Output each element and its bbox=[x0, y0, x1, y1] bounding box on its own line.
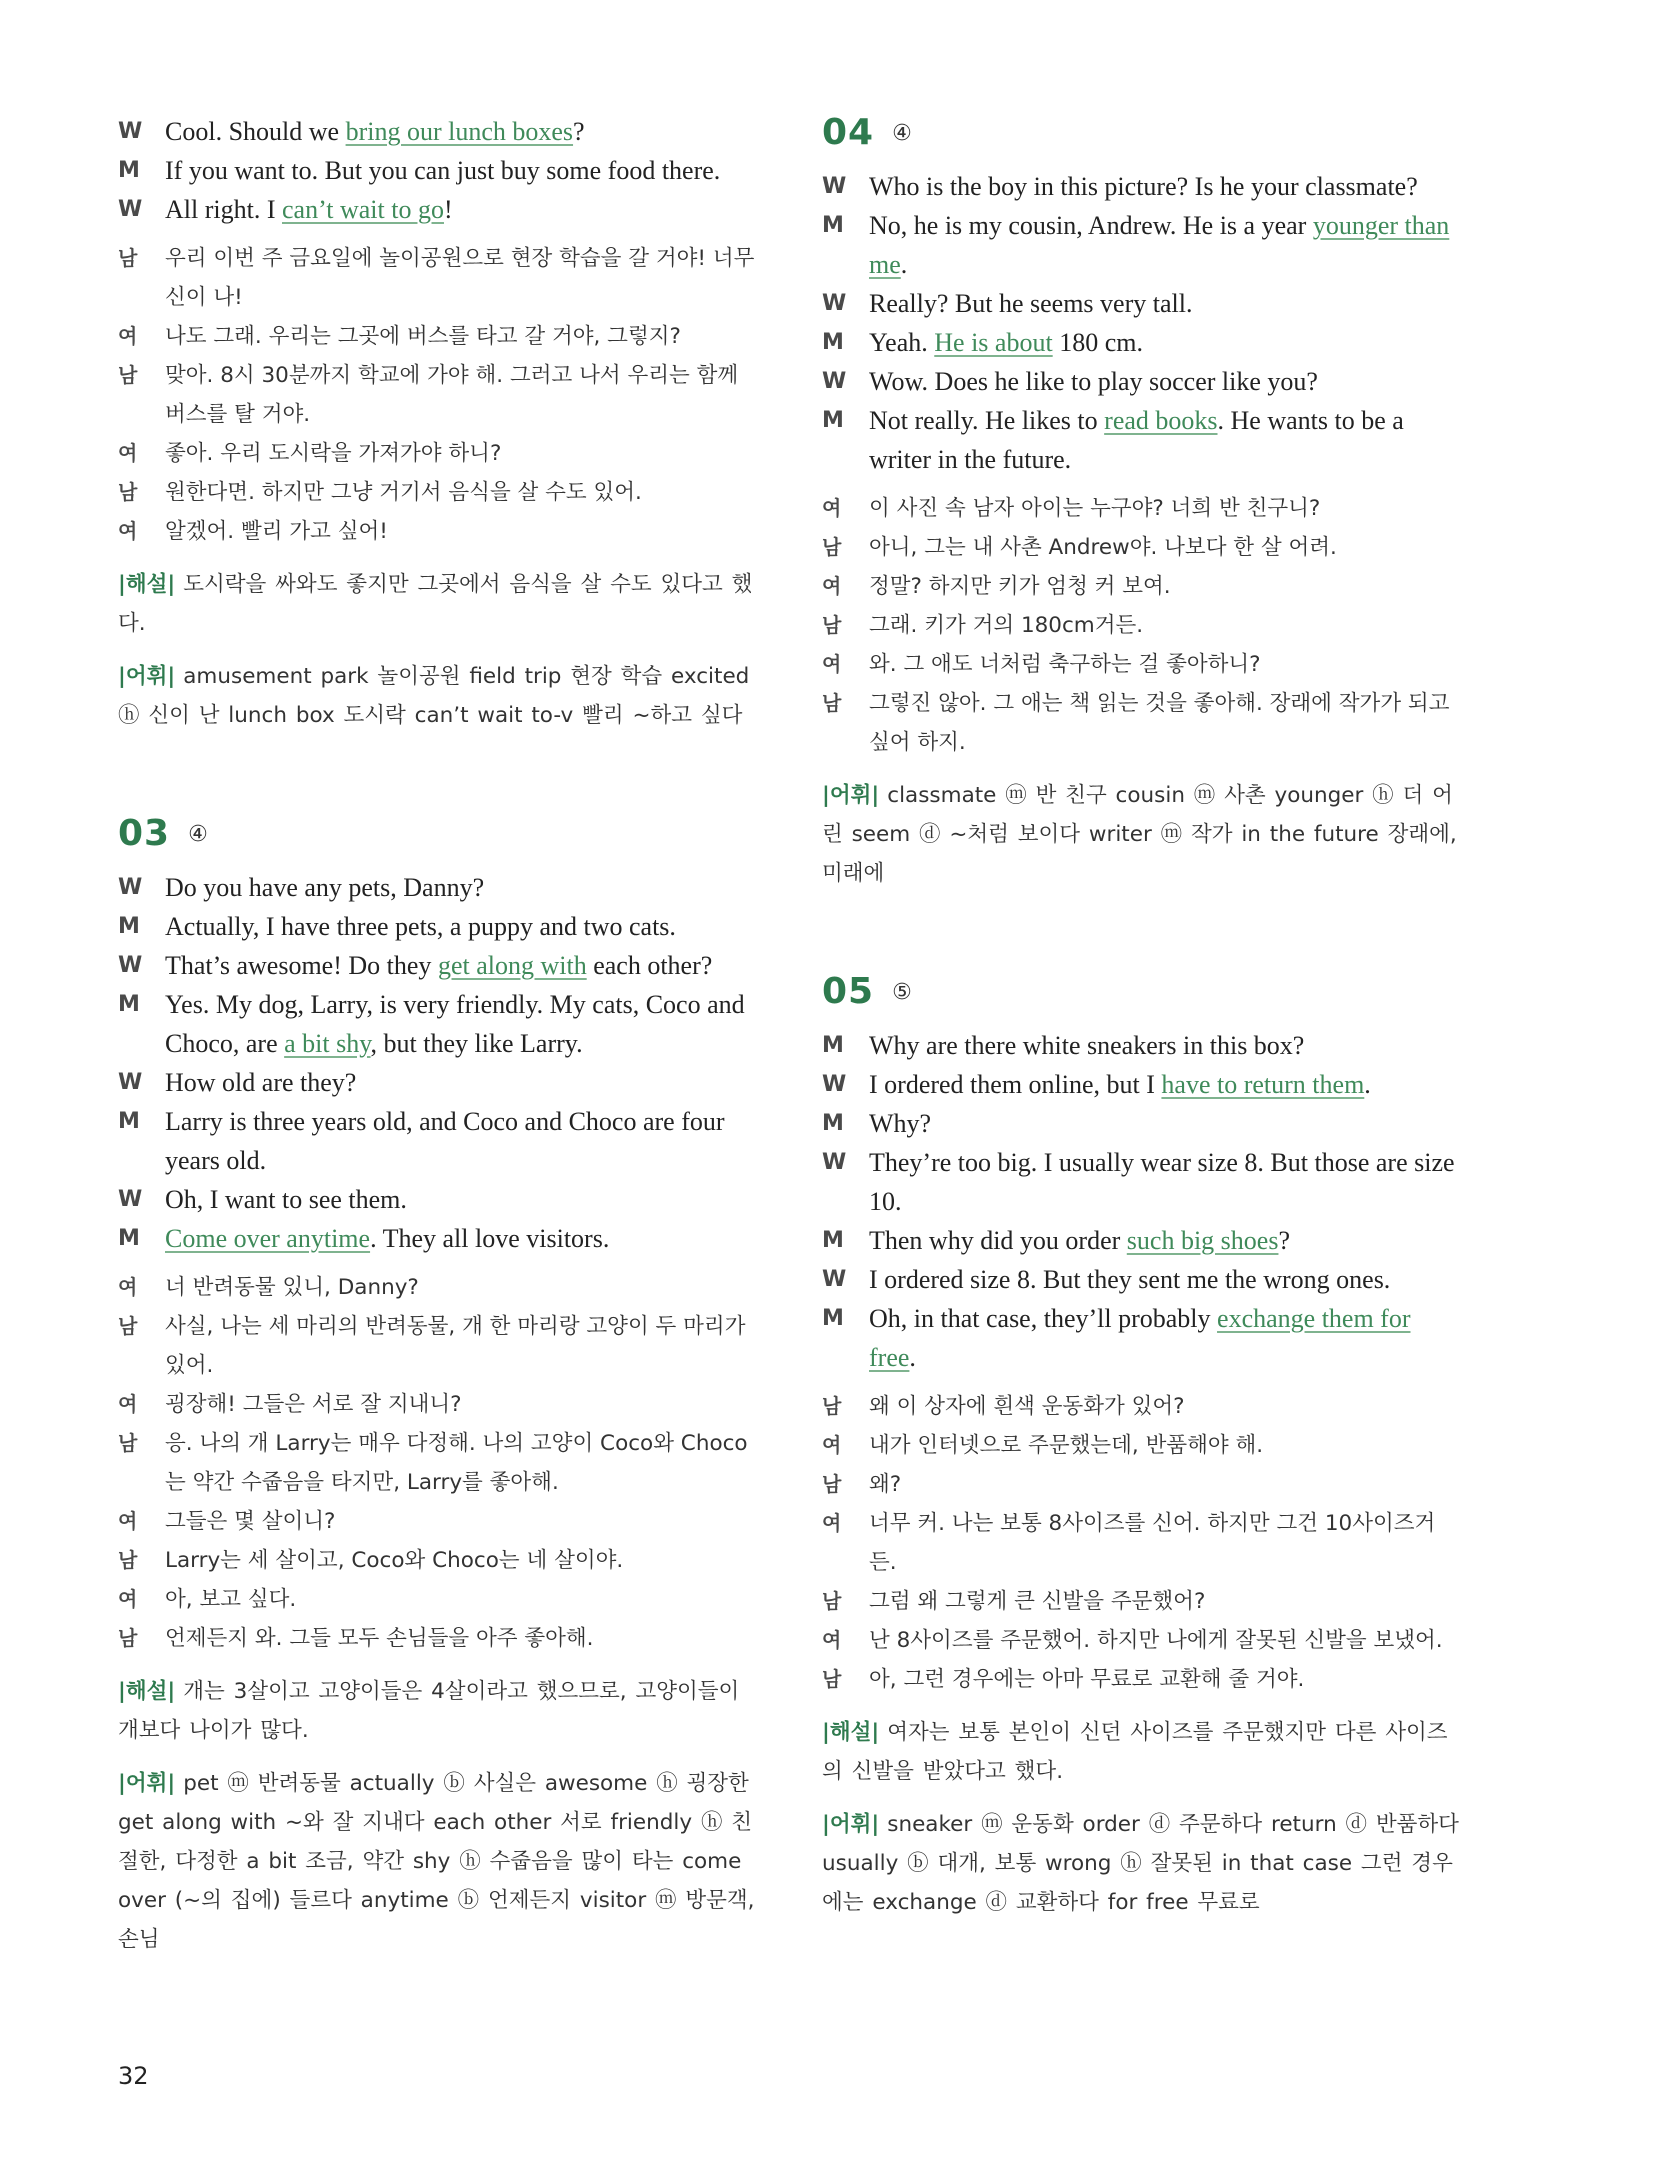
explanation-label: |해설| bbox=[822, 1720, 880, 1745]
text-segment: All right. I bbox=[165, 195, 282, 224]
dialogue-text bbox=[165, 1102, 758, 1180]
speaker-label: 남 bbox=[118, 363, 138, 387]
dialogue-text bbox=[165, 946, 758, 985]
text-segment: 180 cm. bbox=[1052, 328, 1143, 357]
answer-mark: ⑤ bbox=[892, 980, 912, 1005]
text-segment: Not really. He likes to bbox=[869, 406, 1105, 435]
dialogue-line bbox=[822, 284, 1462, 323]
left-column bbox=[118, 112, 758, 1959]
explanation bbox=[822, 1713, 1462, 1791]
speaker-label: W bbox=[822, 1267, 847, 1292]
translation-line bbox=[118, 317, 758, 356]
vocabulary-text: sneaker ⓜ 운동화 order ⓓ 주문하다 return ⓓ 반품하다 usually ⓑ 대개, 보통 wrong ⓗ 잘못된 in that case 그런 경우에는 exchange ⓓ 교환하다 for free 무료로 bbox=[822, 1812, 1459, 1915]
translation-text: 아, 그런 경우에는 아마 무료로 교환해 줄 거야. bbox=[869, 1667, 1305, 1692]
text-segment: How old are they? bbox=[165, 1068, 357, 1097]
dialogue-line bbox=[822, 401, 1462, 479]
translation-line bbox=[822, 1387, 1462, 1426]
speaker-label: W bbox=[822, 291, 847, 316]
dialogue-text bbox=[165, 985, 758, 1063]
translation-text: 알겠어. 빨리 가고 싶어! bbox=[165, 519, 388, 544]
speaker-label: M bbox=[118, 992, 140, 1017]
text-segment: , but they like Larry. bbox=[370, 1029, 583, 1058]
answer-mark: ④ bbox=[188, 822, 208, 847]
explanation bbox=[118, 565, 758, 643]
translation-text: 너무 커. 나는 보통 8사이즈를 신어. 하지만 그건 10사이즈거든. bbox=[869, 1511, 1436, 1575]
explanation-text: 개는 3살이고 고양이들은 4살이라고 했으므로, 고양이들이 개보다 나이가 많다. bbox=[118, 1679, 740, 1743]
translation-line bbox=[822, 684, 1462, 762]
text-segment: No, he is my cousin, Andrew. He is a year bbox=[869, 211, 1313, 240]
section-05 bbox=[822, 971, 1462, 1922]
dialogue-text bbox=[869, 1104, 1462, 1143]
translation-line bbox=[822, 489, 1462, 528]
speaker-label: 여 bbox=[118, 1587, 138, 1611]
translation-text: 정말? 하지만 키가 엄청 커 보여. bbox=[869, 574, 1171, 599]
translation-line bbox=[118, 1502, 758, 1541]
key-phrase: younger than me bbox=[869, 211, 1450, 279]
translation-text: 사실, 나는 세 마리의 반려동물, 개 한 마리랑 고양이 두 마리가 있어. bbox=[165, 1314, 746, 1378]
question-header bbox=[118, 813, 758, 854]
key-phrase: have to return them bbox=[1161, 1070, 1365, 1099]
translation-line bbox=[822, 1426, 1462, 1465]
question-header bbox=[822, 971, 1462, 1012]
dialogue-line bbox=[118, 946, 758, 985]
translation-line bbox=[118, 512, 758, 551]
speaker-label: 여 bbox=[822, 652, 842, 676]
speaker-label: M bbox=[822, 1111, 844, 1136]
vocabulary-label: |어휘| bbox=[118, 1771, 176, 1796]
translation-text: 왜 이 상자에 흰색 운동화가 있어? bbox=[869, 1394, 1185, 1419]
speaker-label: 여 bbox=[118, 1509, 138, 1533]
section-03 bbox=[118, 813, 758, 1959]
translation-text: 굉장해! 그들은 서로 잘 지내니? bbox=[165, 1392, 462, 1417]
text-segment: I ordered size 8. But they sent me the wrong ones. bbox=[869, 1265, 1391, 1294]
dialogue-text bbox=[869, 167, 1462, 206]
text-segment: Larry is three years old, and Coco and Choco are four years old. bbox=[165, 1107, 725, 1175]
speaker-label: W bbox=[822, 1072, 847, 1097]
speaker-label: W bbox=[118, 1070, 143, 1095]
vocabulary-text: pet ⓜ 반려동물 actually ⓑ 사실은 awesome ⓗ 굉장한 get along with ~와 잘 지내다 each other 서로 friendly ⓗ 친절한, 다정한 a bit 조금, 약간 shy ⓗ 수줍음을 많이 타는 come over (~의 집에) 들르다 anytime ⓑ 언제든지 visitor ⓜ 방문객, 손님 bbox=[118, 1771, 755, 1952]
korean-translation bbox=[118, 239, 758, 551]
speaker-label: M bbox=[822, 1228, 844, 1253]
right-column bbox=[822, 112, 1462, 1922]
text-segment: ! bbox=[443, 195, 453, 224]
speaker-label: 남 bbox=[118, 1431, 138, 1455]
korean-translation bbox=[118, 1268, 758, 1658]
text-segment: Cool. Should we bbox=[165, 117, 346, 146]
translation-text: 아니, 그는 내 사촌 Andrew야. 나보다 한 살 어려. bbox=[869, 535, 1337, 560]
translation-text: 와. 그 애도 너처럼 축구하는 걸 좋아하니? bbox=[869, 652, 1261, 677]
translation-text: 너 반려동물 있니, Danny? bbox=[165, 1275, 419, 1300]
dialogue-line bbox=[822, 1299, 1462, 1377]
dialogue-line bbox=[822, 323, 1462, 362]
dialogue-text bbox=[869, 1221, 1462, 1260]
text-segment: Why? bbox=[869, 1109, 932, 1138]
dialogue-line bbox=[118, 151, 758, 190]
dialogue-text bbox=[869, 1065, 1462, 1104]
dialogue-text bbox=[869, 401, 1462, 479]
translation-text: 그래. 키가 거의 180cm거든. bbox=[869, 613, 1144, 638]
text-segment: Oh, I want to see them. bbox=[165, 1185, 407, 1214]
key-phrase: read books bbox=[1104, 406, 1218, 435]
dialogue-text bbox=[869, 1260, 1462, 1299]
text-segment: . bbox=[1364, 1070, 1371, 1099]
speaker-label: 여 bbox=[822, 1511, 842, 1535]
text-segment: Actually, I have three pets, a puppy and two cats. bbox=[165, 912, 676, 941]
translation-text: 그들은 몇 살이니? bbox=[165, 1509, 336, 1534]
speaker-label: M bbox=[118, 1109, 140, 1134]
speaker-label: W bbox=[118, 953, 143, 978]
dialogue-text bbox=[165, 151, 758, 190]
speaker-label: M bbox=[822, 1033, 844, 1058]
speaker-label: 남 bbox=[118, 1314, 138, 1338]
translation-line bbox=[118, 1268, 758, 1307]
dialogue-line bbox=[118, 907, 758, 946]
speaker-label: 여 bbox=[118, 1392, 138, 1416]
text-segment: I ordered them online, but I bbox=[869, 1070, 1162, 1099]
key-phrase: bring our lunch boxes bbox=[345, 117, 574, 146]
question-number: 04 bbox=[822, 112, 875, 153]
speaker-label: 남 bbox=[822, 535, 842, 559]
dialogue-text bbox=[869, 284, 1462, 323]
dialogue-text bbox=[165, 1063, 758, 1102]
translation-line bbox=[118, 1424, 758, 1502]
translation-text: Larry는 세 살이고, Coco와 Choco는 네 살이야. bbox=[165, 1548, 624, 1573]
key-phrase: Come over anytime bbox=[165, 1224, 371, 1253]
korean-translation bbox=[822, 489, 1462, 762]
dialogue-text bbox=[869, 206, 1462, 284]
key-phrase: He is about bbox=[934, 328, 1053, 357]
dialogue-line bbox=[822, 362, 1462, 401]
page-number: 32 bbox=[118, 2062, 149, 2090]
text-segment: Then why did you order bbox=[869, 1226, 1127, 1255]
translation-text: 응. 나의 개 Larry는 매우 다정해. 나의 고양이 Coco와 Choco는 약간 수줍음을 타지만, Larry를 좋아해. bbox=[165, 1431, 748, 1495]
question-header bbox=[822, 112, 1462, 153]
translation-line bbox=[118, 1385, 758, 1424]
dialogue-line bbox=[118, 1102, 758, 1180]
dialogue-text bbox=[165, 112, 758, 151]
speaker-label: W bbox=[118, 119, 143, 144]
explanation-text: 여자는 보통 본인이 신던 사이즈를 주문했지만 다른 사이즈의 신발을 받았다고 했다. bbox=[822, 1720, 1448, 1784]
translation-text: 그럼 왜 그렇게 큰 신발을 주문했어? bbox=[869, 1589, 1206, 1614]
translation-text: 맞아. 8시 30분까지 학교에 가야 해. 그러고 나서 우리는 함께 버스를 탈 거야. bbox=[165, 363, 739, 427]
translation-text: 원한다면. 하지만 그냥 거기서 음식을 살 수도 있어. bbox=[165, 480, 642, 505]
dialogue-line bbox=[822, 206, 1462, 284]
translation-text: 아, 보고 싶다. bbox=[165, 1587, 297, 1612]
translation-line bbox=[822, 1582, 1462, 1621]
explanation-text: 도시락을 싸와도 좋지만 그곳에서 음식을 살 수도 있다고 했다. bbox=[118, 572, 753, 636]
korean-translation bbox=[822, 1387, 1462, 1699]
english-dialogue bbox=[822, 1026, 1462, 1377]
text-segment: That’s awesome! Do they bbox=[165, 951, 438, 980]
text-segment: . bbox=[900, 250, 908, 279]
question-number: 03 bbox=[118, 813, 171, 854]
dialogue-line bbox=[822, 1104, 1462, 1143]
speaker-label: 여 bbox=[118, 324, 138, 348]
translation-text: 난 8사이즈를 주문했어. 하지만 나에게 잘못된 신발을 보냈어. bbox=[869, 1628, 1443, 1653]
vocabulary-label: |어휘| bbox=[118, 664, 176, 689]
speaker-label: 남 bbox=[118, 480, 138, 504]
speaker-label: 남 bbox=[118, 1626, 138, 1650]
speaker-label: 여 bbox=[118, 1275, 138, 1299]
translation-line bbox=[822, 1465, 1462, 1504]
dialogue-line bbox=[118, 190, 758, 229]
translation-line bbox=[118, 1619, 758, 1658]
dialogue-line bbox=[118, 1180, 758, 1219]
translation-line bbox=[822, 1504, 1462, 1582]
speaker-label: 남 bbox=[822, 691, 842, 715]
text-segment: each other? bbox=[586, 951, 713, 980]
speaker-label: 여 bbox=[118, 519, 138, 543]
translation-line bbox=[822, 567, 1462, 606]
speaker-label: 남 bbox=[822, 613, 842, 637]
vocabulary-text: amusement park 놀이공원 field trip 현장 학습 excited ⓗ 신이 난 lunch box 도시락 can’t wait to-v 빨리 ~하고 싶다 bbox=[118, 664, 750, 728]
dialogue-line bbox=[118, 1219, 758, 1258]
dialogue-line bbox=[118, 112, 758, 151]
speaker-label: M bbox=[822, 330, 844, 355]
text-segment: . He wants to be a writer in the future. bbox=[869, 406, 1404, 474]
dialogue-text bbox=[165, 907, 758, 946]
translation-line bbox=[822, 1621, 1462, 1660]
vocabulary-label: |어휘| bbox=[822, 1812, 880, 1837]
speaker-label: W bbox=[118, 1187, 143, 1212]
dialogue-text bbox=[869, 1299, 1462, 1377]
dialogue-text bbox=[869, 362, 1462, 401]
speaker-label: 여 bbox=[822, 1628, 842, 1652]
key-phrase: such big shoes bbox=[1126, 1226, 1279, 1255]
english-dialogue bbox=[118, 868, 758, 1258]
speaker-label: 남 bbox=[822, 1394, 842, 1418]
key-phrase: exchange them for free bbox=[869, 1304, 1411, 1372]
translation-line bbox=[118, 1541, 758, 1580]
key-phrase: a bit shy bbox=[284, 1029, 371, 1058]
answer-mark: ④ bbox=[892, 121, 912, 146]
translation-text: 좋아. 우리 도시락을 가져가야 하니? bbox=[165, 441, 502, 466]
text-segment: Why are there white sneakers in this box? bbox=[869, 1031, 1305, 1060]
explanation-label: |해설| bbox=[118, 1679, 176, 1704]
vocabulary bbox=[822, 1805, 1462, 1922]
speaker-label: 여 bbox=[822, 496, 842, 520]
key-phrase: can’t wait to go bbox=[282, 195, 444, 224]
speaker-label: W bbox=[822, 174, 847, 199]
translation-line bbox=[822, 1660, 1462, 1699]
text-segment: Oh, in that case, they’ll probably bbox=[869, 1304, 1218, 1333]
speaker-label: 여 bbox=[822, 574, 842, 598]
vocabulary bbox=[118, 1764, 758, 1959]
dialogue-line bbox=[822, 1143, 1462, 1221]
dialogue-line bbox=[118, 1063, 758, 1102]
translation-line bbox=[118, 356, 758, 434]
speaker-label: 여 bbox=[822, 1433, 842, 1457]
dialogue-text bbox=[165, 1180, 758, 1219]
speaker-label: M bbox=[118, 158, 140, 183]
explanation-label: |해설| bbox=[118, 572, 176, 597]
translation-text: 왜? bbox=[869, 1472, 902, 1497]
translation-line bbox=[118, 1580, 758, 1619]
dialogue-text bbox=[165, 190, 758, 229]
dialogue-line bbox=[822, 1260, 1462, 1299]
vocabulary-text: classmate ⓜ 반 친구 cousin ⓜ 사촌 younger ⓗ 더 어린 seem ⓓ ~처럼 보이다 writer ⓜ 작가 in the future 장래에, 미래에 bbox=[822, 783, 1457, 886]
speaker-label: 남 bbox=[822, 1472, 842, 1496]
translation-text: 내가 인터넷으로 주문했는데, 반품해야 해. bbox=[869, 1433, 1264, 1458]
text-segment: Do you have any pets, Danny? bbox=[165, 873, 485, 902]
speaker-label: M bbox=[118, 1226, 140, 1251]
speaker-label: 남 bbox=[822, 1667, 842, 1691]
translation-text: 그렇진 않아. 그 애는 책 읽는 것을 좋아해. 장래에 작가가 되고 싶어 하지. bbox=[869, 691, 1450, 755]
text-segment: Wow. Does he like to play soccer like you? bbox=[869, 367, 1318, 396]
speaker-label: 남 bbox=[118, 1548, 138, 1572]
speaker-label: M bbox=[118, 914, 140, 939]
dialogue-line bbox=[822, 1221, 1462, 1260]
dialogue-text bbox=[869, 1143, 1462, 1221]
speaker-label: 여 bbox=[118, 441, 138, 465]
speaker-label: W bbox=[822, 1150, 847, 1175]
text-segment: If you want to. But you can just buy some food there. bbox=[165, 156, 721, 185]
question-number: 05 bbox=[822, 971, 875, 1012]
translation-line bbox=[822, 606, 1462, 645]
speaker-label: M bbox=[822, 1306, 844, 1331]
speaker-label: W bbox=[118, 875, 143, 900]
english-dialogue bbox=[822, 167, 1462, 479]
translation-line bbox=[822, 528, 1462, 567]
text-segment: They’re too big. I usually wear size 8. But those are size 10. bbox=[869, 1148, 1455, 1216]
translation-line bbox=[118, 473, 758, 512]
text-segment: . bbox=[909, 1343, 916, 1372]
translation-line bbox=[822, 645, 1462, 684]
text-segment: Yeah. bbox=[869, 328, 935, 357]
translation-line bbox=[118, 239, 758, 317]
dialogue-line bbox=[118, 985, 758, 1063]
translation-text: 언제든지 와. 그들 모두 손님들을 아주 좋아해. bbox=[165, 1626, 594, 1651]
translation-line bbox=[118, 434, 758, 473]
text-segment: Who is the boy in this picture? Is he your classmate? bbox=[869, 172, 1418, 201]
dialogue-text bbox=[869, 1026, 1462, 1065]
translation-text: 우리 이번 주 금요일에 놀이공원으로 현장 학습을 갈 거야! 너무 신이 나! bbox=[165, 246, 755, 310]
translation-text: 이 사진 속 남자 아이는 누구야? 너희 반 친구니? bbox=[869, 496, 1321, 521]
vocabulary bbox=[822, 776, 1462, 893]
vocabulary-label: |어휘| bbox=[822, 783, 880, 808]
text-segment: ? bbox=[1278, 1226, 1290, 1255]
text-segment: Really? But he seems very tall. bbox=[869, 289, 1193, 318]
explanation bbox=[118, 1672, 758, 1750]
english-dialogue bbox=[118, 112, 758, 229]
translation-text: 나도 그래. 우리는 그곳에 버스를 타고 갈 거야, 그렇지? bbox=[165, 324, 681, 349]
speaker-label: M bbox=[822, 408, 844, 433]
dialogue-line bbox=[822, 167, 1462, 206]
speaker-label: W bbox=[822, 369, 847, 394]
section-04 bbox=[822, 112, 1462, 893]
speaker-label: W bbox=[118, 197, 143, 222]
dialogue-line bbox=[118, 868, 758, 907]
speaker-label: M bbox=[822, 213, 844, 238]
text-segment: ? bbox=[573, 117, 585, 146]
dialogue-line bbox=[822, 1065, 1462, 1104]
speaker-label: 남 bbox=[822, 1589, 842, 1613]
vocabulary bbox=[118, 657, 758, 735]
dialogue-text bbox=[869, 323, 1462, 362]
text-segment: Yes. My dog, Larry, is very friendly. My cats, Coco and Choco, are bbox=[165, 990, 745, 1058]
translation-line bbox=[118, 1307, 758, 1385]
dialogue-text bbox=[165, 868, 758, 907]
dialogue-text bbox=[165, 1219, 758, 1258]
key-phrase: get along with bbox=[437, 951, 587, 980]
dialogue-line bbox=[822, 1026, 1462, 1065]
text-segment: . They all love visitors. bbox=[370, 1224, 610, 1253]
section-02-continued bbox=[118, 112, 758, 735]
speaker-label: 남 bbox=[118, 246, 138, 270]
